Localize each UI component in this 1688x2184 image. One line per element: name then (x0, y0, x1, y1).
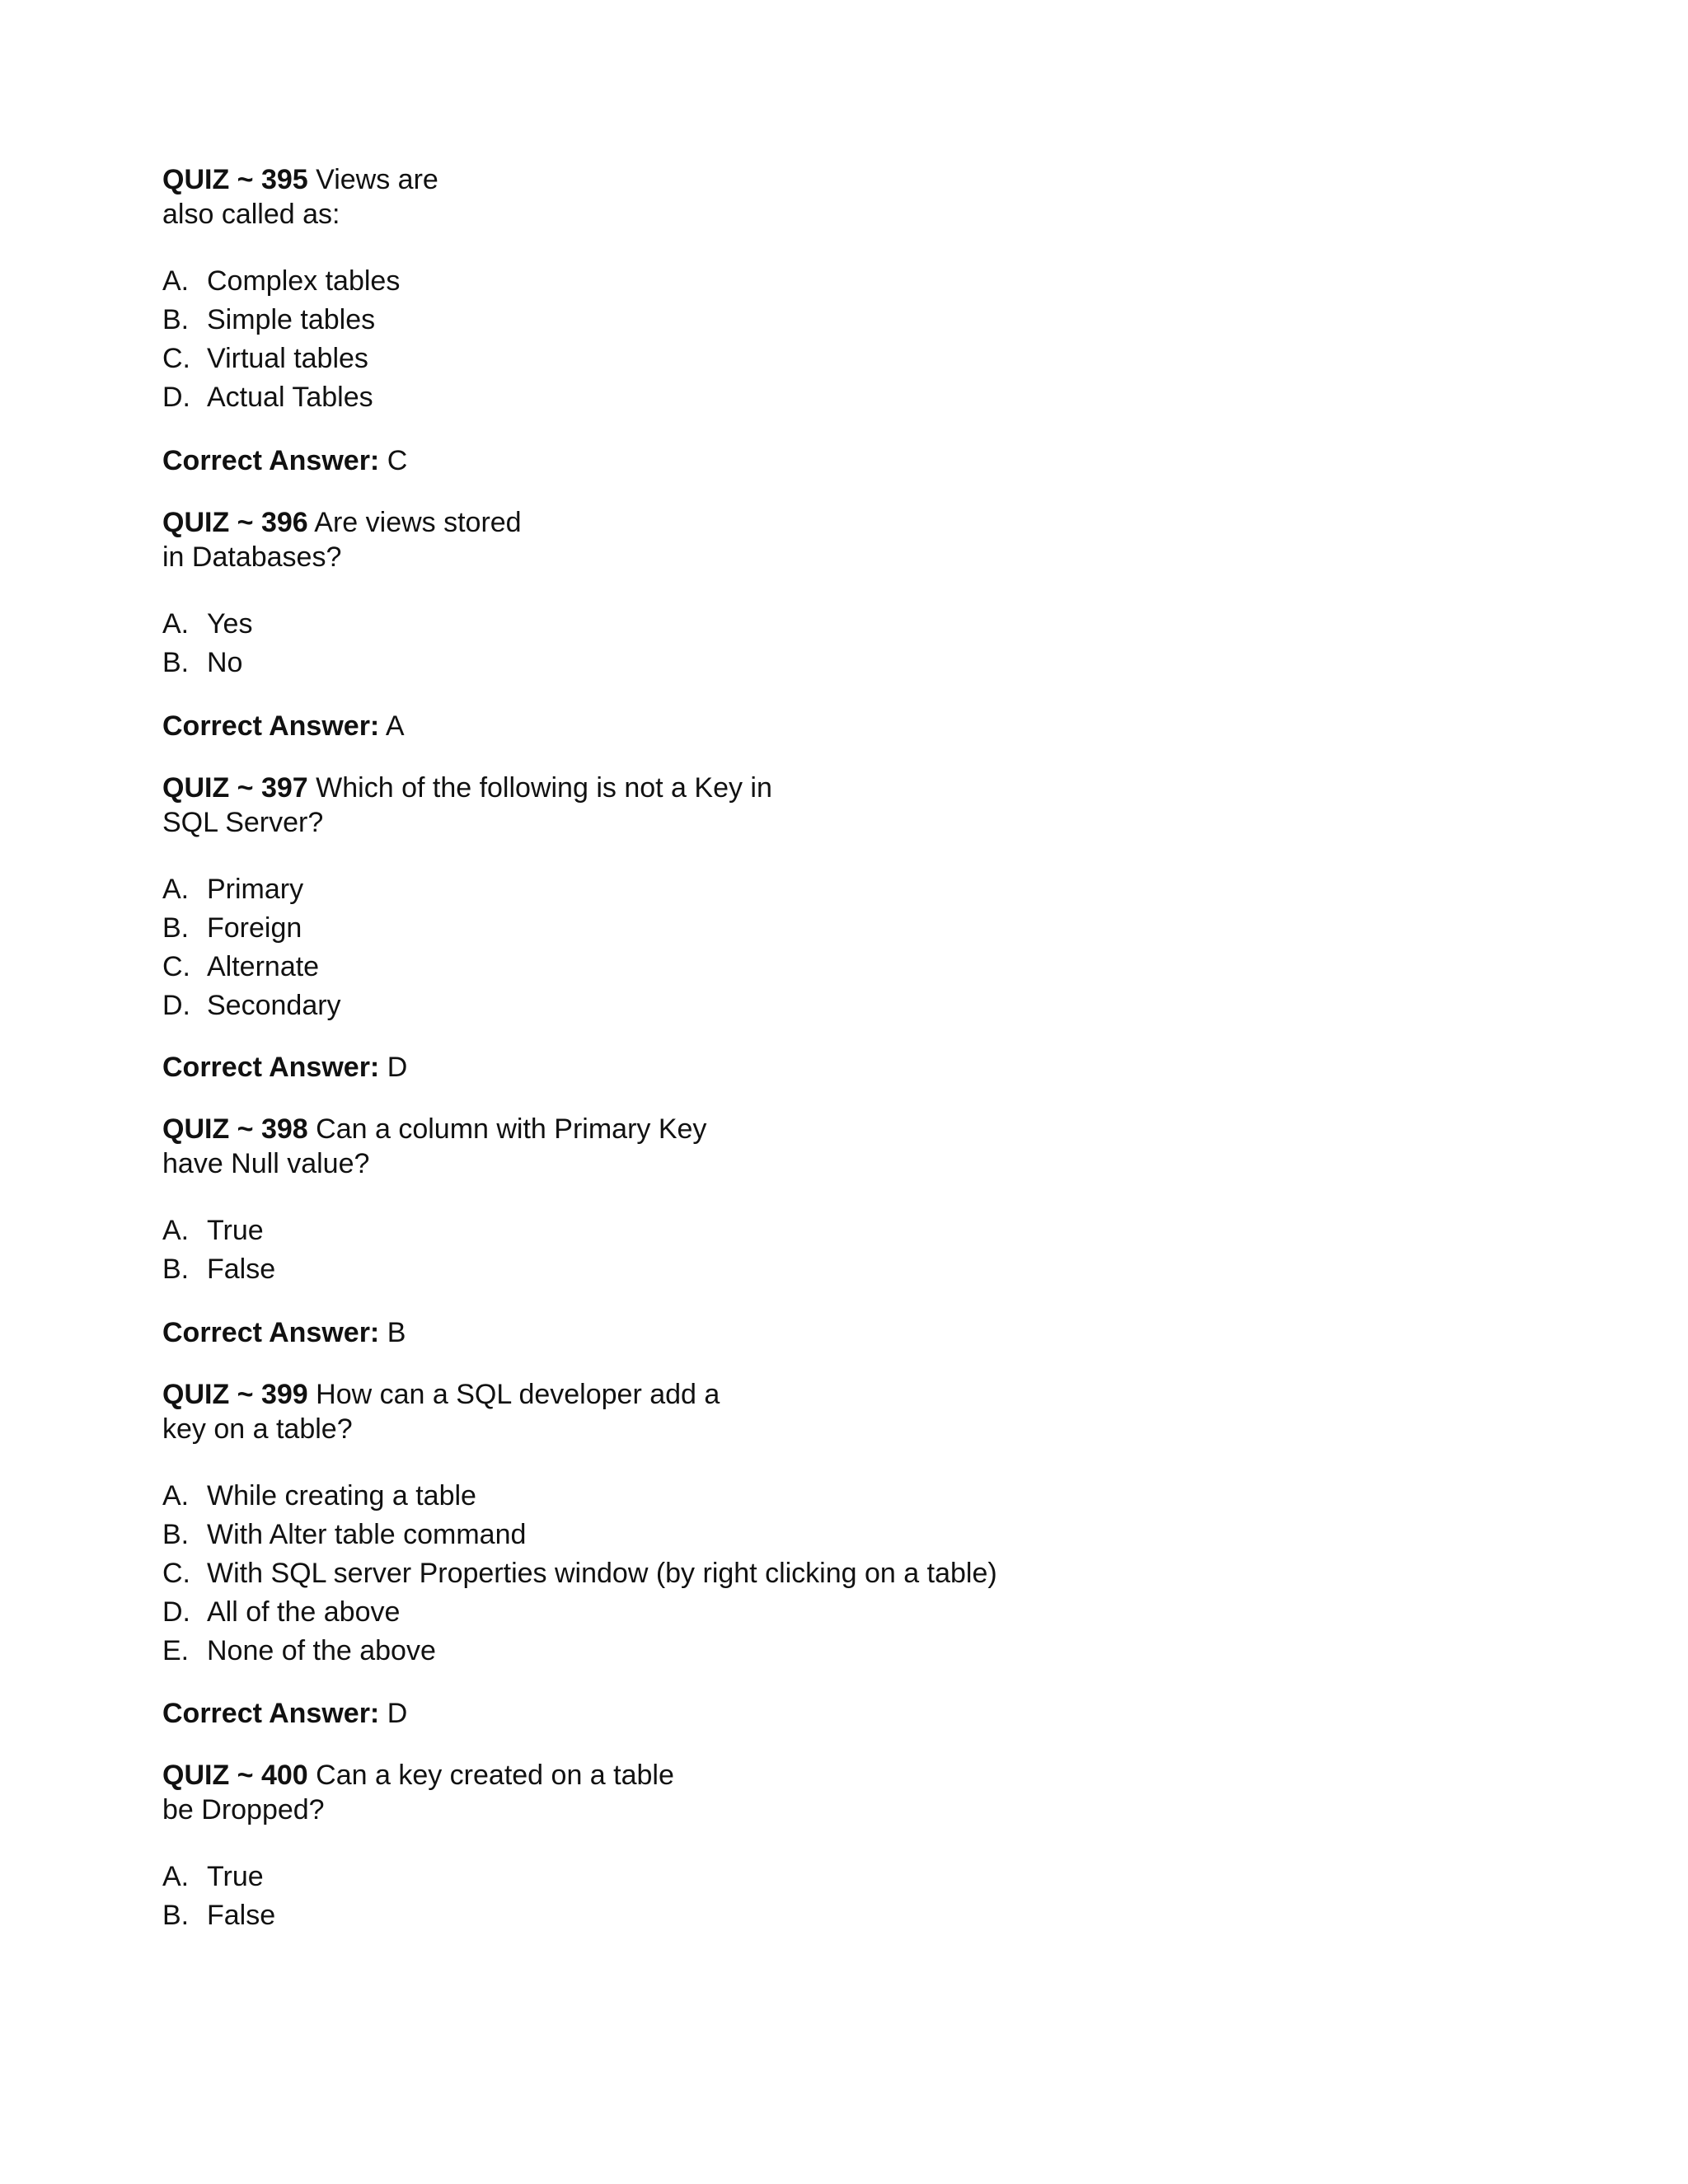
quiz-label: QUIZ ~ (162, 1379, 261, 1410)
option-letter: B. (162, 647, 190, 678)
quiz-label: QUIZ ~ (162, 164, 261, 195)
option-list (162, 870, 1316, 1025)
quiz-number: 396 (260, 507, 308, 538)
quiz-396 (162, 505, 1316, 682)
question-text-line1: Are views stored (314, 507, 522, 538)
option-letter: E. (162, 1635, 190, 1666)
option-text: With Alter table command (207, 1519, 527, 1550)
option-text: True (207, 1215, 264, 1246)
option-letter: A. (162, 874, 190, 905)
correct-answer-value: C (387, 445, 408, 476)
option-item (162, 378, 1316, 417)
option-letter: C. (162, 951, 190, 982)
quiz-395 (162, 162, 1316, 417)
quiz-399 (162, 1377, 1316, 1671)
option-letter: C. (162, 343, 190, 374)
question-text-line2: have Null value? (162, 1148, 370, 1179)
option-item (162, 948, 1316, 987)
option-item (162, 1896, 1316, 1935)
quiz-question (162, 505, 1316, 574)
option-item (162, 340, 1316, 378)
option-item (162, 870, 1316, 909)
option-letter: A. (162, 265, 190, 297)
option-text: False (207, 1900, 276, 1931)
option-letter: D. (162, 990, 190, 1021)
option-item (162, 262, 1316, 301)
correct-answer-label: Correct Answer: (162, 710, 380, 742)
quiz-number: 398 (260, 1113, 308, 1145)
quiz-label: QUIZ ~ (162, 772, 261, 804)
quiz-398 (162, 1112, 1316, 1289)
quiz-question (162, 162, 1316, 232)
option-letter: B. (162, 1254, 190, 1285)
option-text: Actual Tables (207, 382, 373, 413)
option-item (162, 644, 1316, 682)
question-text-line2: in Databases? (162, 541, 342, 573)
option-text: None of the above (207, 1635, 436, 1666)
question-text-line1: Can a column with Primary Key (316, 1113, 707, 1145)
quiz-397 (162, 771, 1316, 1025)
option-text: Virtual tables (207, 343, 368, 374)
option-text: Complex tables (207, 265, 401, 297)
correct-answer (162, 443, 407, 478)
correct-answer (162, 1696, 407, 1731)
question-text-line1: Which of the following is not a Key in (316, 772, 772, 804)
option-letter: A. (162, 1861, 190, 1892)
correct-answer-label: Correct Answer: (162, 1698, 380, 1729)
question-text-line1: Views are (316, 164, 438, 195)
option-list (162, 1858, 1316, 1935)
option-letter: A. (162, 1480, 190, 1511)
option-text: No (207, 647, 243, 678)
quiz-question (162, 771, 1316, 840)
option-letter: B. (162, 1519, 190, 1550)
option-letter: D. (162, 382, 190, 413)
correct-answer (162, 1050, 407, 1085)
option-letter: B. (162, 912, 190, 944)
option-list (162, 262, 1316, 417)
option-text: Simple tables (207, 304, 376, 335)
correct-answer-label: Correct Answer: (162, 445, 380, 476)
correct-answer-value: D (387, 1698, 408, 1729)
correct-answer-label: Correct Answer: (162, 1052, 380, 1083)
option-text: True (207, 1861, 264, 1892)
option-item (162, 987, 1316, 1025)
correct-answer-value: B (387, 1317, 406, 1348)
quiz-label: QUIZ ~ (162, 1113, 261, 1145)
quiz-number: 400 (260, 1760, 308, 1791)
correct-answer-value: D (387, 1052, 408, 1083)
option-letter: D. (162, 1596, 190, 1628)
option-letter: A. (162, 1215, 190, 1246)
option-text: Foreign (207, 912, 302, 944)
option-text: Alternate (207, 951, 320, 982)
option-item (162, 1212, 1316, 1250)
correct-answer-value: A (385, 710, 405, 742)
question-text-line2: SQL Server? (162, 807, 324, 838)
correct-answer (162, 1315, 406, 1350)
option-item (162, 1632, 1316, 1671)
option-item (162, 301, 1316, 340)
quiz-number: 395 (260, 164, 308, 195)
correct-answer-label: Correct Answer: (162, 1317, 380, 1348)
question-text-line2: key on a table? (162, 1413, 353, 1445)
question-text-line1: How can a SQL developer add a (316, 1379, 720, 1410)
quiz-number: 397 (260, 772, 308, 804)
option-item (162, 1516, 1316, 1554)
question-text-line1: Can a key created on a table (316, 1760, 674, 1791)
option-item (162, 909, 1316, 948)
option-text: Yes (207, 608, 253, 640)
quiz-label: QUIZ ~ (162, 1760, 261, 1791)
quiz-400 (162, 1758, 1316, 1935)
option-list (162, 1477, 1316, 1671)
quiz-label: QUIZ ~ (162, 507, 261, 538)
option-text: Secondary (207, 990, 341, 1021)
quiz-question (162, 1758, 1316, 1827)
option-list (162, 1212, 1316, 1289)
option-item (162, 1858, 1316, 1896)
option-item (162, 1477, 1316, 1516)
option-item (162, 1250, 1316, 1289)
option-letter: C. (162, 1558, 190, 1589)
option-letter: B. (162, 304, 190, 335)
correct-answer (162, 709, 405, 743)
option-text: All of the above (207, 1596, 401, 1628)
option-letter: B. (162, 1900, 190, 1931)
quiz-question (162, 1112, 1316, 1181)
option-list (162, 605, 1316, 682)
option-text: False (207, 1254, 276, 1285)
option-item (162, 1554, 1316, 1593)
question-text-line2: be Dropped? (162, 1794, 325, 1825)
option-text: Primary (207, 874, 304, 905)
option-letter: A. (162, 608, 190, 640)
option-text: With SQL server Properties window (by right clicking on a table) (207, 1558, 997, 1589)
option-item (162, 605, 1316, 644)
quiz-question (162, 1377, 1316, 1446)
quiz-number: 399 (260, 1379, 308, 1410)
option-text: While creating a table (207, 1480, 476, 1511)
question-text-line2: also called as: (162, 199, 340, 230)
option-item (162, 1593, 1316, 1632)
